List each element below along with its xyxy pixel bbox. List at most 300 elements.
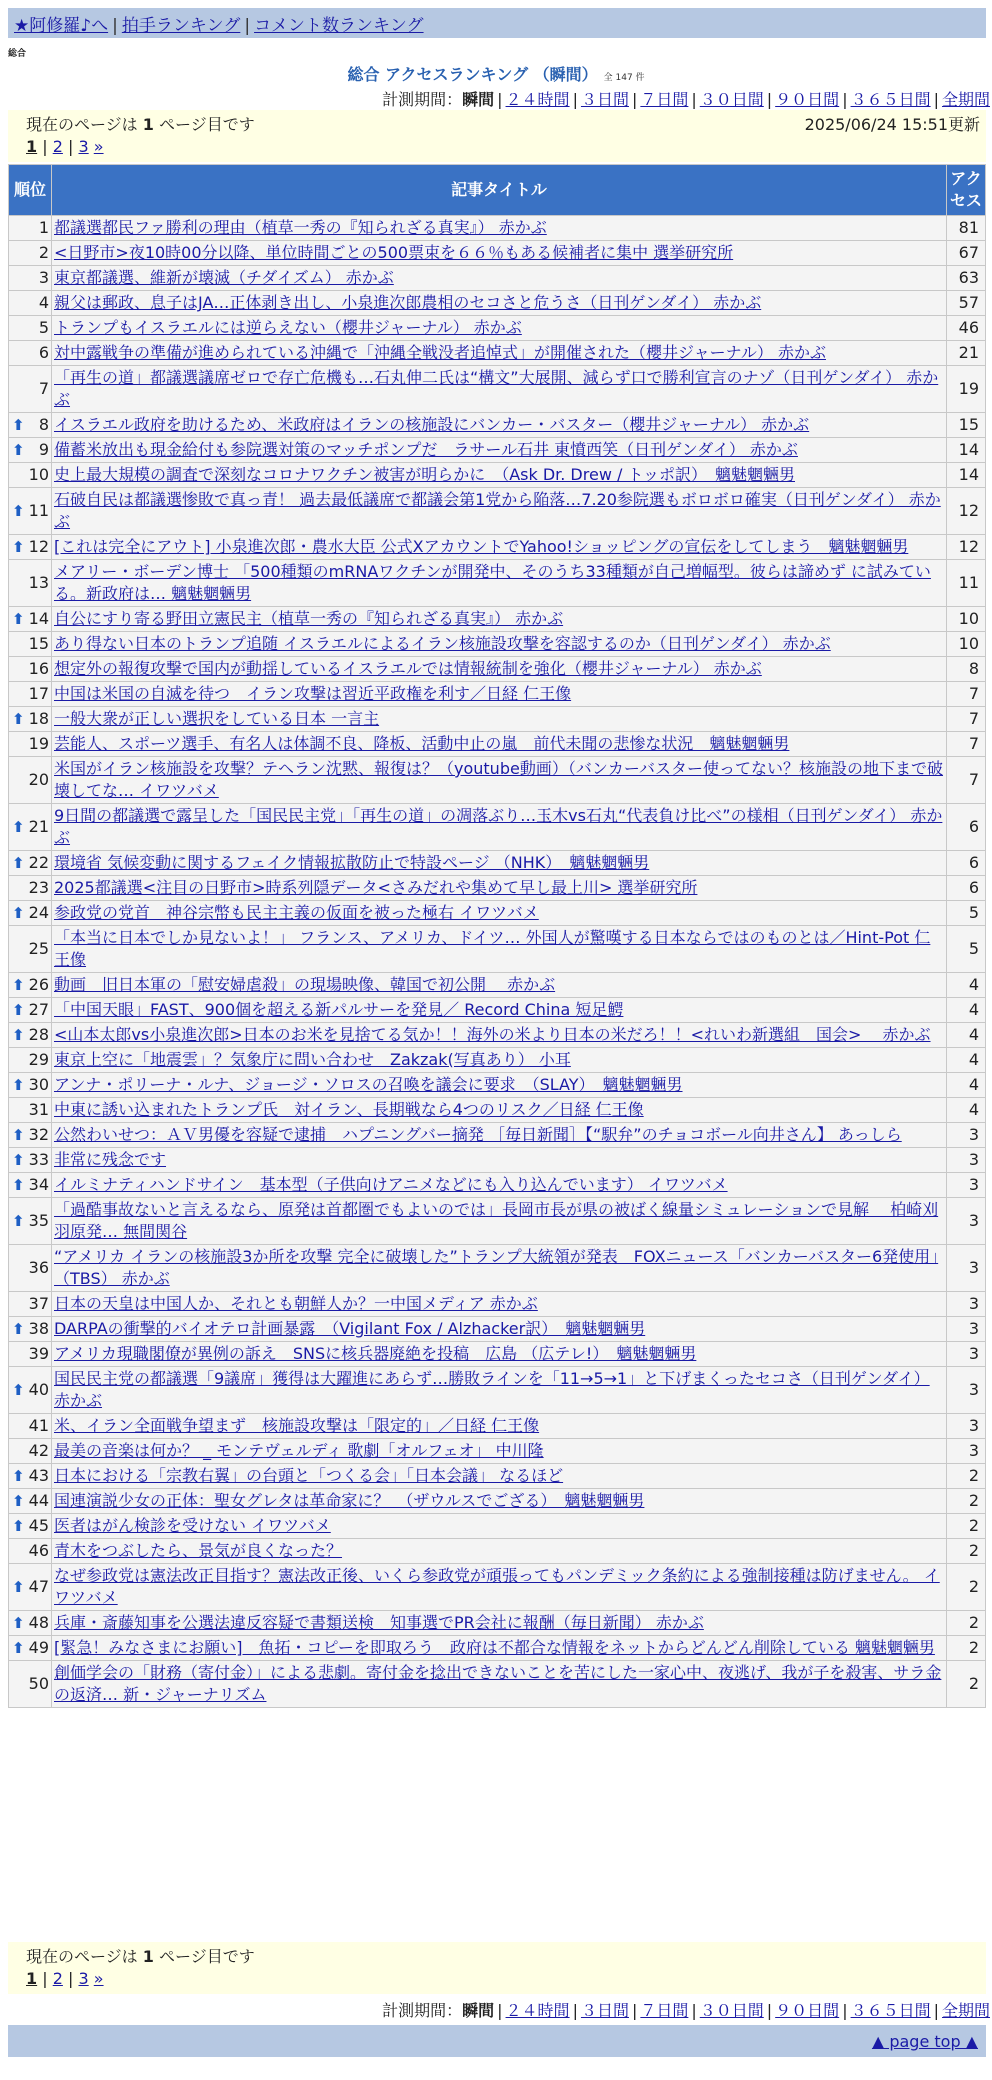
title-cell <box>52 998 946 1022</box>
article-link[interactable]: 石破自民は都議選惨敗で真っ青！ 過去最低議席で都議会第1党から陥落…7.20参院選もボロボロ確実（日刊ゲンダイ） 赤かぶ <box>54 490 941 531</box>
table-row <box>9 291 985 315</box>
rank-up-arrow-icon: ⬆ <box>12 502 25 520</box>
period-selector-bottom <box>382 1998 990 2020</box>
article-link[interactable]: 国連演説少女の正体：聖女グレタは革命家に？ （ザウルスでござる） 魑魅魍魎男 <box>54 1491 645 1510</box>
period-current: 瞬間 <box>462 2001 495 2020</box>
article-link[interactable]: メアリー・ボーデン博士 「500種類のmRNAワクチンが開発中、そのうち33種類が自己増幅型。彼らは諦めず に試みている。新政府は… 魑魅魍魎男 <box>54 562 931 603</box>
title-cell <box>52 560 946 606</box>
access-count: 14 <box>947 463 985 487</box>
rank-number: 25 <box>28 939 49 958</box>
rank-number: 42 <box>28 1441 49 1460</box>
pager-status-suffix: ページ目です <box>159 115 255 134</box>
article-link[interactable]: 「再生の道」都議選議席ゼロで存亡危機も…石丸伸二氏は“構文”大展開、減らず口で勝利宣言のナゾ（日刊ゲンダイ） 赤かぶ <box>54 368 939 409</box>
article-link[interactable]: 日本の天皇は中国人か、それとも朝鮮人か？一中国メディア 赤かぶ <box>54 1294 538 1313</box>
access-count: 10 <box>947 607 985 631</box>
period-label: 計測期間： <box>382 2001 463 2020</box>
title-cell <box>52 1342 946 1366</box>
pager-current-page: 1 <box>142 115 154 134</box>
article-link[interactable]: [これは完全にアウト] 小泉進次郎・農水大臣 公式XアカウントでYahoo!ショッピングの宣伝をしてしまう 魑魅魍魎男 <box>54 537 909 556</box>
rank-number: 8 <box>38 415 49 434</box>
period-selector-top <box>382 87 990 109</box>
article-link[interactable]: <山本太郎vs小泉進次郎>日本のお米を見捨てる気か！！海外の米より日本の米だろ！！<れいわ新選組 国会> 赤かぶ <box>54 1025 931 1044</box>
title-cell <box>52 341 946 365</box>
rank-cell <box>9 316 51 340</box>
article-link[interactable]: 中国は米国の自滅を待つ イラン攻撃は習近平政権を利す／日経 仁王像 <box>54 684 572 703</box>
pager-current-page: 1 <box>142 1947 154 1966</box>
rank-up-arrow-icon: ⬆ <box>12 1578 25 1596</box>
table-row <box>9 1023 985 1047</box>
access-count: 6 <box>947 804 985 850</box>
period-option[interactable]: ３０日間 <box>699 2001 764 2020</box>
table-row <box>9 851 985 875</box>
rank-up-arrow-icon: ⬆ <box>12 1467 25 1485</box>
title-cell <box>52 607 946 631</box>
rank-up-arrow-icon: ⬆ <box>12 854 25 872</box>
table-row <box>9 1048 985 1072</box>
rank-cell <box>9 851 51 875</box>
article-link[interactable]: <日野市>夜10時00分以降、単位時間ごとの500票束を６６％もある候補者に集中 選挙研究所 <box>54 243 734 262</box>
period-separator: | <box>497 2001 503 2020</box>
title-cell <box>52 266 946 290</box>
table-row <box>9 1317 985 1341</box>
table-row <box>9 657 985 681</box>
title-cell <box>52 1439 946 1463</box>
rank-cell <box>9 1464 51 1488</box>
table-row <box>9 1367 985 1413</box>
title-cell <box>52 707 946 731</box>
ranking-body <box>9 216 985 1707</box>
access-count: 7 <box>947 707 985 731</box>
title-cell <box>52 1048 946 1072</box>
period-option[interactable]: ９０日間 <box>775 2001 840 2020</box>
rank-cell <box>9 341 51 365</box>
period-separator: | <box>497 90 503 109</box>
article-link[interactable]: 動画 旧日本軍の「慰安婦虐殺」の現場映像、韓国で初公開 赤かぶ <box>54 975 556 994</box>
page-top-link[interactable]: ▲ page top ▲ <box>871 2032 978 2051</box>
rank-cell <box>9 632 51 656</box>
pagination <box>26 137 978 156</box>
rank-up-arrow-icon: ⬆ <box>12 904 25 922</box>
table-row <box>9 998 985 1022</box>
page-separator: | <box>42 137 48 156</box>
next-page-link[interactable]: » <box>93 137 104 156</box>
article-link[interactable]: 想定外の報復攻撃で国内が動揺しているイスラエルでは情報統制を強化（櫻井ジャーナル） 赤かぶ <box>54 659 762 678</box>
page-link-current: 1 <box>26 137 38 156</box>
article-link[interactable]: 最美の音楽は何か？ _ モンテヴェルディ 歌劇「オルフェオ」 中川隆 <box>54 1441 544 1460</box>
article-link[interactable]: 日本における「宗教右翼」の台頭と「つくる会」「日本会議」 なるほど <box>54 1466 564 1485</box>
rank-cell <box>9 488 51 534</box>
article-link[interactable]: DARPAの衝撃的バイオテロ計画暴露 （Vigilant Fox / Alzhacker訳） 魑魅魍魎男 <box>54 1319 646 1338</box>
clap-ranking-link[interactable]: 拍手ランキング <box>121 16 241 36</box>
access-count: 2 <box>947 1539 985 1563</box>
rank-number: 38 <box>28 1319 49 1338</box>
rank-number: 12 <box>28 537 49 556</box>
period-separator: | <box>691 90 697 109</box>
table-row <box>9 804 985 850</box>
rank-cell <box>9 1514 51 1538</box>
rank-number: 37 <box>28 1294 49 1313</box>
period-option[interactable]: ３日間 <box>580 2001 629 2020</box>
access-count: 4 <box>947 973 985 997</box>
rank-up-arrow-icon: ⬆ <box>12 818 25 836</box>
rank-number: 36 <box>28 1258 49 1277</box>
period-separator: | <box>691 2001 697 2020</box>
period-option[interactable]: 全期間 <box>941 2001 990 2020</box>
title-cell <box>52 241 946 265</box>
title-cell <box>52 851 946 875</box>
table-row <box>9 463 985 487</box>
rank-cell <box>9 1611 51 1635</box>
access-count: 7 <box>947 757 985 803</box>
page-title-row <box>0 62 992 85</box>
article-link[interactable]: 医者はがん検診を受けない イワツバメ <box>54 1516 331 1535</box>
article-link[interactable]: イスラエル政府を助けるため、米政府はイランの核施設にバンカー・バスター（櫻井ジャーナル） 赤かぶ <box>54 415 810 434</box>
period-separator: | <box>572 2001 578 2020</box>
page-link[interactable]: 2 <box>52 1969 63 1988</box>
title-cell <box>52 216 946 240</box>
rank-cell <box>9 1367 51 1413</box>
access-count: 3 <box>947 1148 985 1172</box>
rank-number: 48 <box>28 1613 49 1632</box>
rank-number: 30 <box>28 1075 49 1094</box>
access-count: 7 <box>947 682 985 706</box>
period-separator: | <box>631 2001 638 2020</box>
period-option[interactable]: ２４時間 <box>505 90 570 109</box>
access-count: 3 <box>947 1123 985 1147</box>
rank-cell <box>9 1198 51 1244</box>
table-row <box>9 607 985 631</box>
article-link[interactable]: 公然わいせつ：ＡＶ男優を容疑で逮捕 ハプニングバー摘発 ［毎日新聞］【“駅弁”のチョコボール向井さん】 あっしら <box>54 1125 902 1144</box>
access-count: 57 <box>947 291 985 315</box>
rank-cell <box>9 607 51 631</box>
rank-number: 32 <box>28 1125 49 1144</box>
article-link[interactable]: 「過酷事故ないと言えるなら、原発は首都圏でもよいのでは」長岡市長が県の被ばく線量シミュレーションで見解 柏崎刈羽原発… 無間関谷 <box>54 1200 939 1241</box>
table-row <box>9 1514 985 1538</box>
rank-number: 17 <box>28 684 49 703</box>
article-link[interactable]: 国民民主党の都議選「9議席」獲得は大躍進にあらず…勝敗ラインを「11→5→1」と下げまくったセコさ（日刊ゲンダイ） 赤かぶ <box>54 1369 930 1410</box>
article-link[interactable]: 米国がイラン核施設を攻撃？テヘラン沈黙、報復は？（youtube動画）（バンカーバスター使ってない？核施設の地下まで破壊してな… イワツバメ <box>54 759 944 800</box>
table-row <box>9 1245 985 1291</box>
rank-cell <box>9 1245 51 1291</box>
pager-top <box>8 110 986 162</box>
rank-cell <box>9 973 51 997</box>
home-link[interactable]: ★阿修羅♪へ <box>14 16 109 36</box>
rank-number: 40 <box>28 1380 49 1399</box>
article-link[interactable]: 一般大衆が正しい選択をしている日本 一言主 <box>54 709 380 728</box>
period-separator: | <box>766 90 773 109</box>
access-count: 2 <box>947 1514 985 1538</box>
title-header: 記事タイトル <box>52 165 946 215</box>
table-row <box>9 1539 985 1563</box>
rank-up-arrow-icon: ⬆ <box>12 1517 25 1535</box>
title-cell <box>52 1073 946 1097</box>
title-cell <box>52 1539 946 1563</box>
rank-number: 26 <box>28 975 49 994</box>
access-count: 46 <box>947 316 985 340</box>
rank-number: 23 <box>28 878 49 897</box>
article-link[interactable]: “アメリカ イランの核施設3か所を攻撃 完全に破壊した”トランプ大統領が発表 FOXニュース「バンカーバスター6発使用」（TBS） 赤かぶ <box>54 1247 939 1288</box>
article-link[interactable]: 青木をつぶしたら、景気が良くなった？ <box>54 1541 343 1560</box>
title-cell <box>52 488 946 534</box>
ranking-header-row <box>9 165 985 215</box>
rank-cell <box>9 1292 51 1316</box>
title-cell <box>52 1564 946 1610</box>
rank-cell <box>9 535 51 559</box>
rank-number: 4 <box>38 293 49 312</box>
ranking-table <box>8 164 986 1708</box>
title-cell <box>52 1464 946 1488</box>
article-link[interactable]: アンナ・ポリーナ・ルナ、ジョージ・ソロスの召喚を議会に要求 （SLAY） 魑魅魍魎男 <box>54 1075 683 1094</box>
table-row <box>9 535 985 559</box>
access-count: 3 <box>947 1173 985 1197</box>
page-link[interactable]: 3 <box>78 137 89 156</box>
rank-number: 3 <box>38 268 49 287</box>
pager-bottom <box>8 1942 986 1994</box>
rank-number: 20 <box>28 770 49 789</box>
title-cell <box>52 1514 946 1538</box>
rank-cell <box>9 1636 51 1660</box>
access-count: 12 <box>947 535 985 559</box>
next-page-link[interactable]: » <box>93 1969 104 1988</box>
access-count: 8 <box>947 657 985 681</box>
table-row <box>9 1342 985 1366</box>
rank-number: 33 <box>28 1150 49 1169</box>
table-row <box>9 1414 985 1438</box>
rank-up-arrow-icon: ⬆ <box>12 416 25 434</box>
rank-up-arrow-icon: ⬆ <box>12 1026 25 1044</box>
pager-status <box>26 1944 978 1967</box>
table-row <box>9 732 985 756</box>
rank-number: 10 <box>28 465 49 484</box>
total-count: 全 147 件 <box>603 73 645 83</box>
article-link[interactable]: 対中露戦争の準備が進められている沖縄で「沖縄全戦没者追悼式」が開催された（櫻井ジャーナル） 赤かぶ <box>54 343 826 362</box>
rank-cell <box>9 1048 51 1072</box>
access-count: 10 <box>947 632 985 656</box>
pager-status-suffix: ページ目です <box>159 1947 255 1966</box>
article-link[interactable]: トランプもイスラエルには逆らえない（櫻井ジャーナル） 赤かぶ <box>54 318 522 337</box>
rank-up-arrow-icon: ⬆ <box>12 610 25 628</box>
table-row <box>9 241 985 265</box>
article-link[interactable]: 自公にすり寄る野田立憲民主（植草一秀の『知られざる真実』） 赤かぶ <box>54 609 564 628</box>
table-row <box>9 1661 985 1707</box>
title-cell <box>52 1414 946 1438</box>
table-row <box>9 1611 985 1635</box>
title-cell <box>52 1023 946 1047</box>
rank-cell <box>9 1317 51 1341</box>
table-row <box>9 560 985 606</box>
access-count: 3 <box>947 1292 985 1316</box>
period-option[interactable]: ３０日間 <box>699 90 764 109</box>
access-count: 11 <box>947 560 985 606</box>
rank-cell <box>9 1073 51 1097</box>
article-link[interactable]: 都議選都民ファ勝利の理由（植草一秀の『知られざる真実』） 赤かぶ <box>54 218 547 237</box>
table-row <box>9 973 985 997</box>
article-link[interactable]: 親父は郵政、息子はJA…正体剥き出し、小泉進次郎農相のセコさと危うさ（日刊ゲンダイ） 赤かぶ <box>54 293 762 312</box>
period-option[interactable]: ７日間 <box>640 90 689 109</box>
page-link[interactable]: 3 <box>78 1969 89 1988</box>
article-link[interactable]: アメリカ現職閣僚が異例の訴え SNSに核兵器廃絶を投稿 広島 （広テレ!） 魑魅魍魎男 <box>54 1344 697 1363</box>
rank-number: 21 <box>28 817 49 836</box>
page-separator: | <box>68 137 74 156</box>
title-cell <box>52 901 946 925</box>
article-link[interactable]: 環境省 気候変動に関するフェイク情報拡散防止で特設ページ （NHK） 魑魅魍魎男 <box>54 853 650 872</box>
article-link[interactable]: 創価学会の「財務（寄付金）」による悲劇。寄付金を捻出できないことを苦にした一家心中、夜逃げ、我が子を殺害、サラ金の返済… 新・ジャーナリズム <box>54 1663 942 1704</box>
access-count: 67 <box>947 241 985 265</box>
access-count: 5 <box>947 901 985 925</box>
article-link[interactable]: 9日間の都議選で露呈した「国民民主党」「再生の道」の凋落ぶり…玉木vs石丸“代表負け比べ”の様相（日刊ゲンダイ） 赤かぶ <box>54 806 943 847</box>
table-row <box>9 488 985 534</box>
page-title: 総合 アクセスランキング （瞬間） <box>347 65 598 84</box>
access-count: 2 <box>947 1611 985 1635</box>
article-link[interactable]: 兵庫・斎藤知事を公選法違反容疑で書類送検 知事選でPR会社に報酬（毎日新聞） 赤かぶ <box>54 1613 704 1632</box>
rank-up-arrow-icon: ⬆ <box>12 1492 25 1510</box>
rank-number: 1 <box>38 218 49 237</box>
table-row <box>9 1439 985 1463</box>
article-link[interactable]: 芸能人、スポーツ選手、有名人は体調不良、降板、活動中止の嵐 前代未聞の悲惨な状況 魑魅魍魎男 <box>54 734 790 753</box>
rank-cell <box>9 1539 51 1563</box>
rank-up-arrow-icon: ⬆ <box>12 1076 25 1094</box>
access-count: 3 <box>947 1198 985 1244</box>
access-count: 4 <box>947 1098 985 1122</box>
rank-number: 2 <box>38 243 49 262</box>
article-link[interactable]: 史上最大規模の調査で深刻なコロナワクチン被害が明らかに （Ask Dr. Drew / トッポ訳） 魑魅魍魎男 <box>54 465 795 484</box>
rank-number: 24 <box>28 903 49 922</box>
rank-number: 19 <box>28 734 49 753</box>
article-link[interactable]: なぜ参政党は憲法改正目指す？憲法改正後、いくら参政党が頑張ってもパンデミック条約による強制接種は防げません。 イワツバメ <box>54 1566 940 1607</box>
article-link[interactable]: 東京上空に「地震雲」？気象庁に問い合わせ Zakzak(写真あり） 小耳 <box>54 1050 571 1069</box>
rank-cell <box>9 1023 51 1047</box>
rank-cell <box>9 438 51 462</box>
rank-number: 6 <box>38 343 49 362</box>
rank-number: 18 <box>28 709 49 728</box>
article-link[interactable]: [緊急！みなさまにお願い] 魚拓・コピーを即取ろう 政府は不都合な情報をネットからどんどん削除している 魑魅魍魎男 <box>54 1638 935 1657</box>
period-separator: | <box>842 90 848 109</box>
pagination <box>26 1969 978 1988</box>
rank-up-arrow-icon: ⬆ <box>12 1176 25 1194</box>
access-count: 7 <box>947 732 985 756</box>
period-separator: | <box>933 2001 939 2020</box>
access-count: 15 <box>947 413 985 437</box>
article-link[interactable]: 中東に誘い込まれたトランプ氏 対イラン、長期戦なら4つのリスク／日経 仁王像 <box>54 1100 644 1119</box>
top-navigation <box>8 8 986 38</box>
page-separator: | <box>42 1969 48 1988</box>
title-cell <box>52 366 946 412</box>
title-cell <box>52 657 946 681</box>
access-count: 2 <box>947 1564 985 1610</box>
rank-number: 27 <box>28 1000 49 1019</box>
access-count: 3 <box>947 1414 985 1438</box>
rank-up-arrow-icon: ⬆ <box>12 1639 25 1657</box>
title-cell <box>52 291 946 315</box>
access-count: 4 <box>947 1023 985 1047</box>
period-separator: | <box>933 90 939 109</box>
period-option[interactable]: ３日間 <box>580 90 629 109</box>
period-option[interactable]: ２４時間 <box>505 2001 570 2020</box>
access-count: 2 <box>947 1636 985 1660</box>
access-count: 6 <box>947 851 985 875</box>
article-link[interactable]: あり得ない日本のトランプ追随 イスラエルによるイラン核施設攻撃を容認するのか（日刊ゲンダイ） 赤かぶ <box>54 634 831 653</box>
title-cell <box>52 973 946 997</box>
title-cell <box>52 463 946 487</box>
access-count: 2 <box>947 1661 985 1707</box>
rank-number: 39 <box>28 1344 49 1363</box>
title-cell <box>52 1489 946 1513</box>
section-label: 総合 <box>8 49 27 59</box>
article-link[interactable]: 東京都議選、維新が壊滅（チダイズム） 赤かぶ <box>54 268 394 287</box>
access-count: 19 <box>947 366 985 412</box>
table-row <box>9 1489 985 1513</box>
rank-up-arrow-icon: ⬆ <box>12 1614 25 1632</box>
rank-number: 9 <box>38 440 49 459</box>
period-option[interactable]: ３６５日間 <box>850 90 931 109</box>
access-header: アクセス <box>947 165 985 215</box>
rank-number: 34 <box>28 1175 49 1194</box>
rank-up-arrow-icon: ⬆ <box>12 1320 25 1338</box>
article-link[interactable]: 米、イラン全面戦争望まず 核施設攻撃は「限定的」／日経 仁王像 <box>54 1416 540 1435</box>
table-row <box>9 632 985 656</box>
table-row <box>9 1098 985 1122</box>
title-cell <box>52 1173 946 1197</box>
article-link[interactable]: 2025都議選<注目の日野市>時系列隠データ<さみだれや集めて早し最上川> 選挙研究所 <box>54 878 698 897</box>
article-link[interactable]: 参政党の党首 神谷宗幣も民主主義の仮面を被った極右 イワツバメ <box>54 903 539 922</box>
comment-ranking-link[interactable]: コメント数ランキング <box>254 16 424 36</box>
article-link[interactable]: イルミナティハンドサイン 基本型（子供向けアニメなどにも入り込んでいます） イワツバメ <box>54 1175 728 1194</box>
rank-number: 49 <box>28 1638 49 1657</box>
period-option[interactable]: ３６５日間 <box>850 2001 931 2020</box>
rank-cell <box>9 926 51 972</box>
period-option[interactable]: 全期間 <box>941 90 990 109</box>
table-row <box>9 707 985 731</box>
table-row <box>9 1173 985 1197</box>
rank-number: 16 <box>28 659 49 678</box>
title-cell <box>52 316 946 340</box>
table-row <box>9 926 985 972</box>
rank-up-arrow-icon: ⬆ <box>12 1001 25 1019</box>
article-link[interactable]: 「本当に日本でしか見ないよ！」 フランス、アメリカ、ドイツ… 外国人が驚嘆する日本ならではのものとは／Hint-Pot 仁王像 <box>54 928 931 969</box>
title-cell <box>52 1245 946 1291</box>
access-count: 14 <box>947 438 985 462</box>
rank-number: 47 <box>28 1577 49 1596</box>
rank-header: 順位 <box>9 165 51 215</box>
title-cell <box>52 1636 946 1660</box>
table-row <box>9 1198 985 1244</box>
title-cell <box>52 1661 946 1707</box>
period-option[interactable]: ９０日間 <box>775 90 840 109</box>
period-separator: | <box>766 2001 773 2020</box>
access-count: 3 <box>947 1342 985 1366</box>
period-option[interactable]: ７日間 <box>640 2001 689 2020</box>
table-row <box>9 1148 985 1172</box>
article-link[interactable]: 「中国天眼」FAST、900個を超える新パルサーを発見／ Record China 短足鰐 <box>54 1000 624 1019</box>
rank-cell <box>9 998 51 1022</box>
rank-cell <box>9 266 51 290</box>
title-cell <box>52 413 946 437</box>
rank-cell <box>9 291 51 315</box>
rank-number: 15 <box>28 634 49 653</box>
rank-cell <box>9 1123 51 1147</box>
rank-number: 45 <box>28 1516 49 1535</box>
table-row <box>9 1636 985 1660</box>
rank-number: 31 <box>28 1100 49 1119</box>
rank-up-arrow-icon: ⬆ <box>12 710 25 728</box>
table-row <box>9 757 985 803</box>
article-link[interactable]: 非常に残念です <box>54 1150 167 1169</box>
page-link[interactable]: 2 <box>52 137 63 156</box>
rank-cell <box>9 901 51 925</box>
title-cell <box>52 1098 946 1122</box>
access-count: 21 <box>947 341 985 365</box>
article-link[interactable]: 備蓄米放出も現金給付も参院選対策のマッチポンプだ ラサール石井 東憤西笑（日刊ゲンダイ） 赤かぶ <box>54 440 798 459</box>
